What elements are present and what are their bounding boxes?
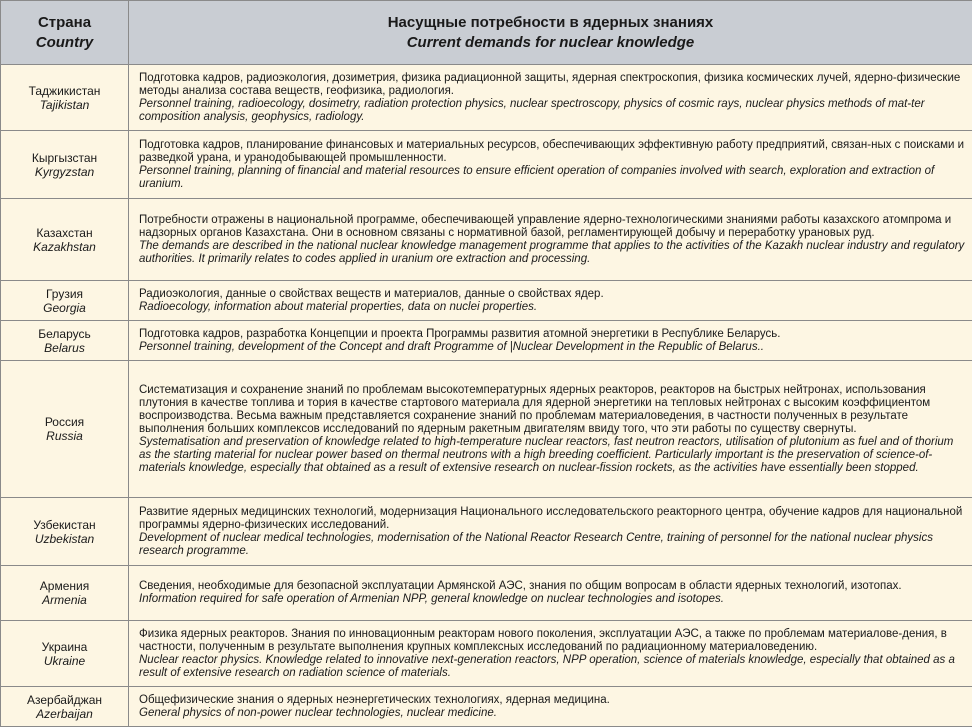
country-cell [1,361,129,498]
table-row [1,65,972,131]
country-name-ru: Грузия [45,286,84,301]
table-row [1,131,972,199]
demand-text-en: Development of nuclear medical technologies, modernisation of the National Reactor Research Centre, training of personnel for the national nuclear physics research programme. [139,531,933,557]
table-header-row [1,1,972,65]
demand-text-ru: Потребности отражены в национальной программе, обеспечивающей управление ядерно-технологическими знаниями работы казахского атомпрома и надзорных органов Казахстана. Они в основном связаны с нормативной базой, регламентирующей добычу и переработку урановых руд. [139,213,952,239]
table-row [1,566,972,621]
demand-text-en: Systematisation and preservation of knowledge related to high-temperature nuclear reactors, fast neutron reactors, utilisation of plutonium as fuel and of thorium as the starting material for nuclear power based on thermal neutrons with a high breeding coefficient. Particularly important is the preservation of science-of-materials knowledge, especially that obtained as a result of extensive research on nuclear-fission rockets, as the activities have essentially been stopped. [139,435,954,474]
country-header-en: Country [35,33,94,51]
country-name-en: Uzbekistan [34,531,95,546]
country-name-en: Kyrgyzstan [34,164,95,179]
country-cell [1,281,129,321]
demand-text-ru: Развитие ядерных медицинских технологий, модернизация Национального исследовательского реакторного центра, обучение кадров для национальной программы ядерно-физических исследований. [139,505,963,531]
country-name-en: Kazakhstan [33,239,96,254]
demand-text-ru: Радиоэкология, данные о свойствах веществ и материалов, данные о свойствах ядер. [139,287,604,300]
demand-text-ru: Подготовка кадров, планирование финансовых и материальных ресурсов, обеспечивающих эффективную работу предприятий, связан-ных с поисками и разведкой урана, и уранодобывающей промышленности. [139,138,965,164]
demand-text-en: Radioecology, information about material properties, data on nuclei properties. [139,300,538,313]
table-row [1,321,972,361]
demand-text-en: Personnel training, development of the Concept and draft Programme of |Nuclear Development in the Republic of Belarus.. [139,340,764,353]
demand-column-header [129,1,972,65]
country-name-en: Russia [46,429,83,443]
demand-text-ru: Подготовка кадров, разработка Концепции и проекта Программы развития атомной энергетики в Республике Беларусь. [139,327,781,340]
demand-cell [129,687,972,727]
country-name-ru: Россия [44,415,85,429]
demand-text-ru: Физика ядерных реакторов. Знания по инновационным реакторам нового поколения, эксплуатации АЭС, а также по проблемам материалове-дения, в частности, полученным в результате выполнения крупных комплексных исследований по радиационному материаловедению. [139,627,947,653]
country-cell [1,566,129,621]
country-name-en: Tajikistan [39,97,90,112]
demand-text-ru: Систематизация и сохранение знаний по проблемам высокотемпературных ядерных реакторов, реакторов на быстрых нейтронах, использования плутония в качестве топлива и тория в качестве стартового материала для ядерной энергетики на тепловых нейтронах с высоким коэффициентом воспроизводства. Весьма важным представляется сохранение знаний по проблемам материаловедения, в частности полученных в результате выполнения больших комплексов исследований по ядерным ракетным двигателям ввиду того, что эти работы по существу свернуты. [139,383,931,435]
country-cell [1,621,129,687]
country-name-en: Belarus [44,340,85,355]
demand-text-en: Information required for safe operation of Armenian NPP, general knowledge on nuclear technologies and isotopes. [139,593,724,605]
country-name-en: Ukraine [43,653,86,668]
country-cell [1,498,129,566]
country-cell [1,131,129,199]
table-row [1,361,972,498]
country-name-ru: Беларусь [38,326,91,341]
demand-cell [129,621,972,687]
table-row [1,621,972,687]
demand-text-en: Personnel training, radioecology, dosimetry, radiation protection physics, nuclear spectroscopy, physics of cosmic rays, nuclear physics methods of mat-ter composition analysis, geophysics, radiology. [139,97,925,123]
demand-header-ru: Насущные потребности в ядерных знаниях [387,13,714,31]
country-name-en: Armenia [42,593,87,607]
demand-cell [129,566,972,621]
country-cell [1,321,129,361]
demand-text-ru: Подготовка кадров, радиоэкология, дозиметрия, физика радиационной защиты, ядерная спектроскопия, физика космических лучей, ядерно-физические методы анализа состава веществ, геофизика, радиология. [139,71,961,97]
demand-text-ru: Общефизические знания о ядерных неэнергетических технологиях, ядерная медицина. [139,693,610,706]
country-name-ru: Армения [39,579,90,593]
country-cell [1,199,129,281]
table-row [1,687,972,727]
demand-cell [129,498,972,566]
country-name-ru: Кыргызстан [31,150,98,165]
country-name-en: Georgia [43,300,86,315]
demand-text-en: Personnel training, planning of financial and material resources to ensure efficient operation of companies involved with search, exploration and extraction of uranium. [139,164,935,190]
demand-cell [129,281,972,321]
country-name-ru: Азербайджан [26,692,103,707]
demand-text-en: The demands are described in the national nuclear knowledge management programme that applies to the activities of the Kazakh nuclear industry and regulatory authorities. It primarily relates to codes applied in uranium ore extraction and processing. [139,239,965,265]
country-column-header [1,1,129,65]
demand-text-en: General physics of non-power nuclear technologies, nuclear medicine. [139,706,497,719]
country-name-ru: Узбекистан [33,517,96,532]
country-name-ru: Украина [41,639,88,654]
country-name-ru: Таджикистан [28,83,101,98]
demand-cell [129,199,972,281]
demand-cell [129,131,972,199]
demand-text-en: Nuclear reactor physics. Knowledge related to innovative next-generation reactors, NPP operation, science of materials knowledge, especially that obtained as a result of extensive research on radiation science of materials. [139,653,955,679]
demand-cell [129,65,972,131]
country-cell [1,65,129,131]
demand-cell [129,361,972,498]
country-name-en: Azerbaijan [36,706,93,721]
table-row [1,199,972,281]
demand-text-ru: Сведения, необходимые для безопасной эксплуатации Армянской АЭС, знания по общим вопросам в области ядерных технологий, изотопах. [139,580,902,592]
demand-cell [129,321,972,361]
table-row [1,281,972,321]
demand-header-en: Current demands for nuclear knowledge [406,33,695,51]
country-header-ru: Страна [37,13,92,31]
table-row [1,498,972,566]
country-name-ru: Казахстан [36,225,93,240]
country-cell [1,687,129,727]
